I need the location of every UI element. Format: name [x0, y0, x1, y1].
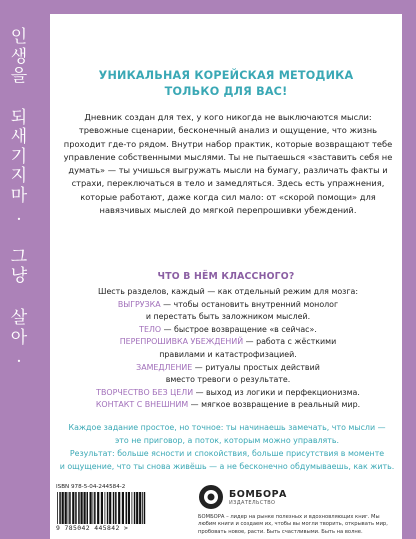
barcode-bar: [57, 492, 58, 524]
publisher-subtitle: ИЗДАТЕЛЬСТВО: [229, 499, 276, 506]
section-item: [60, 311, 396, 324]
section-description: — быстрое возвращение «в сейчас».: [161, 324, 317, 334]
sections-list: [60, 286, 396, 412]
section-description: — работа с жёсткими: [243, 337, 337, 347]
title-character: 마: [10, 185, 28, 206]
section-name: ПЕРЕПРОШИВКА УБЕЖДЕНИЙ: [119, 337, 244, 347]
title-character: 지: [10, 166, 28, 187]
barcode: [56, 492, 154, 524]
section-name: ВЫГРУЗКА: [117, 299, 161, 309]
barcode-bar: [107, 492, 109, 524]
section-description: — мягкое возвращение в реальный мир.: [188, 400, 361, 410]
section-item: [60, 349, 396, 362]
section-description: и перестать быть заложником мыслей.: [145, 312, 311, 322]
headline-line: УНИКАЛЬНАЯ КОРЕЙСКАЯ МЕТОДИКА: [98, 69, 354, 82]
barcode-bar: [97, 492, 99, 524]
barcode-bar: [136, 492, 138, 524]
barcode-bar: [118, 492, 120, 524]
closing-line: и ощущение, что ты снова живёшь — а не бесконечно обдумываешь, как жить.: [59, 461, 395, 471]
publisher-note: БОМБОРА – лидер на рынке полезных и вдохновляющих книг. Мы любим книги и создаем их, чтобы вы могли творить, открывать мир, пробовать новое, расти. Быть счастливыми. Быть на волне.: [198, 514, 388, 535]
section-description: правилами и катастрофизацией.: [159, 349, 297, 359]
section-item: [60, 374, 396, 387]
title-character: 살: [10, 308, 28, 329]
section-description: — ритуалы простых действий: [192, 362, 320, 372]
publisher-logo: [198, 484, 287, 510]
barcode-bar: [87, 492, 89, 524]
barcode-bar: [126, 492, 128, 524]
barcode-bar: [142, 492, 143, 524]
barcode-bar: [69, 492, 71, 524]
barcode-bar: [128, 492, 130, 524]
section-description: — выход из логики и перфекционизма.: [193, 387, 360, 397]
section-item: [60, 399, 396, 412]
barcode-bar: [84, 492, 86, 524]
title-character: 아: [10, 327, 28, 348]
title-character: 생: [10, 46, 28, 67]
closing-line: Каждое задание простое, но точное: ты начинаешь замечать, что мысли —: [68, 423, 386, 432]
barcode-block: [56, 484, 160, 532]
publisher-name: БОМБОРА: [229, 488, 287, 500]
section-item: [60, 336, 396, 349]
title-character: 그: [10, 246, 28, 267]
barcode-bar: [122, 492, 124, 524]
section-description: — чтобы остановить внутренний монолог: [160, 299, 339, 309]
barcode-bar: [101, 492, 103, 524]
barcode-bar: [68, 492, 69, 524]
title-character: 을: [10, 66, 28, 87]
title-character: 새: [10, 127, 28, 148]
barcode-bar: [94, 492, 96, 524]
section-name: КОНТАКТ С ВНЕШНИМ: [95, 400, 189, 410]
section-description: вместо тревоги о результате.: [165, 375, 291, 385]
barcode-bar: [144, 492, 146, 524]
barcode-bar: [109, 492, 111, 524]
headline: [50, 68, 402, 100]
section-item: [60, 362, 396, 375]
intro-paragraph: Дневник создан для тех, у кого никогда не выключаются мысли: тревожные сценарии, бесконечный анализ и ощущение, что жизнь проходит где-то рядом. Внутри набор практик, которые возвращают тебе управление собственными мыслями. Ты не пытаешься «заставить себя не думать» — ты учишься выгружать мысли на бумагу, различать факты и страхи, переключаться в тело и замедляться. Здесь есть упражнения, которые работают, даже когда сил мало: от «скорой помощи» для навязчивых мыслей до мягкой перепрошивки убеждений.: [63, 112, 393, 216]
back-cover-panel: [50, 14, 402, 539]
barcode-digits: 9 785042 445842 >: [56, 524, 129, 532]
closing-line: это не приговор, а поток, которым можно управлять.: [114, 435, 340, 445]
barcode-bar: [132, 492, 133, 524]
isbn: ISBN 978-5-04-244584-2: [56, 484, 126, 490]
section-item: [60, 387, 396, 400]
title-character: 인: [10, 27, 28, 47]
title-character: .: [16, 347, 22, 368]
title-character: .: [16, 205, 22, 226]
barcode-bar: [81, 492, 83, 524]
vertical-korean-title: [4, 28, 34, 368]
barcode-bar: [113, 492, 115, 524]
barcode-bar: [90, 492, 92, 524]
headline-line: ТОЛЬКО ДЛЯ ВАС!: [164, 85, 288, 98]
barcode-bar: [105, 492, 106, 524]
title-character: 냥: [10, 266, 28, 287]
bombora-logo-icon: [198, 484, 224, 510]
barcode-bar: [134, 492, 136, 524]
title-character: 되: [10, 107, 28, 128]
barcode-bar: [93, 492, 94, 524]
closing-line: Результат: больше ясности и спокойствия, больше присутствия в моменте: [69, 448, 385, 458]
barcode-bar: [139, 492, 141, 524]
section-name: ТЕЛО: [139, 324, 162, 334]
section-name: ЗАМЕДЛЕНИЕ: [136, 362, 193, 372]
barcode-bar: [78, 492, 80, 524]
barcode-bar: [115, 492, 117, 524]
features-heading: ЧТО В НЁМ КЛАССНОГО?: [157, 271, 295, 282]
barcode-bar: [75, 492, 77, 524]
closing-text: [54, 422, 400, 474]
barcode-bar: [65, 492, 67, 524]
sections-intro: Шесть разделов, каждый — как отдельный режим для мозга:: [98, 287, 358, 296]
section-item: [60, 299, 396, 312]
section-item: [60, 324, 396, 337]
title-character: 기: [10, 146, 28, 167]
barcode-bar: [59, 492, 61, 524]
section-name: ТВОРЧЕСТВО БЕЗ ЦЕЛИ: [96, 387, 194, 397]
barcode-bar: [72, 492, 74, 524]
barcode-bar: [62, 492, 64, 524]
